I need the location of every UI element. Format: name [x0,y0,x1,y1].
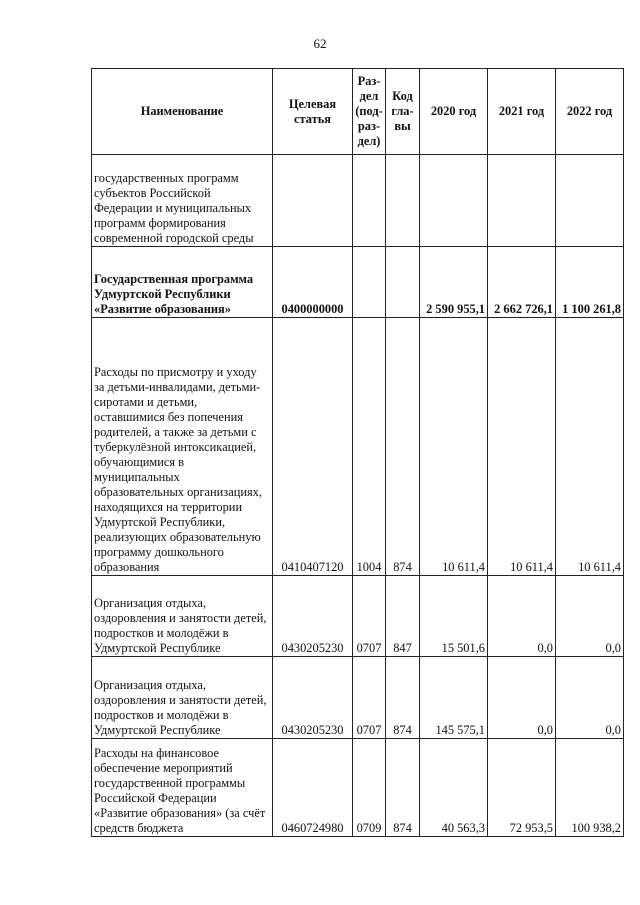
row-chapter: 874 [386,739,420,837]
page-number: 62 [313,36,327,51]
row-section: 0707 [353,576,386,657]
row-chapter: 874 [386,657,420,739]
row-2021 [488,155,556,247]
row-2022: 10 611,4 [556,318,624,576]
row-chapter [386,155,420,247]
row-name: Организация отдыха, оздоровления и занятости детей, подростков и молодёжи в Удмуртской Республике [92,657,273,739]
header-2020: 2020 год [420,69,488,155]
row-article: 0410407120 [273,318,353,576]
row-article: 0460724980 [273,739,353,837]
table-header-row [92,69,624,155]
header-2021: 2021 год [488,69,556,155]
row-2020: 40 563,3 [420,739,488,837]
row-2020: 10 611,4 [420,318,488,576]
row-2020: 2 590 955,1 [420,247,488,318]
row-name: государственных программ субъектов Российской Федерации и муниципальных программ формирования современной городской среды [92,155,273,247]
budget-table [91,68,624,837]
row-2020: 15 501,6 [420,576,488,657]
row-2021: 0,0 [488,576,556,657]
row-chapter: 874 [386,318,420,576]
row-2022: 1 100 261,8 [556,247,624,318]
row-2022 [556,155,624,247]
header-chapter: Код гла-вы [386,69,420,155]
row-name: Расходы по присмотру и уходу за детьми-инвалидами, детьми-сиротами и детьми, оставшимися без попечения родителей, а также за детьми с туберкулёзной интоксикацией, обучающимися в муниципальных образовательных организациях, находящихся на территории Удмуртской Республики, реализующих образовательную программу дошкольного образования [92,318,273,576]
header-2022: 2022 год [556,69,624,155]
header-section: Раз-дел (под-раз-дел) [353,69,386,155]
table-row [92,155,624,247]
row-section [353,155,386,247]
row-chapter: 847 [386,576,420,657]
row-chapter [386,247,420,318]
row-2021: 2 662 726,1 [488,247,556,318]
row-article: 0400000000 [273,247,353,318]
row-article: 0430205230 [273,657,353,739]
table-row [92,318,624,576]
row-2021: 72 953,5 [488,739,556,837]
row-article: 0430205230 [273,576,353,657]
row-section: 1004 [353,318,386,576]
row-section: 0709 [353,739,386,837]
row-2022: 0,0 [556,657,624,739]
row-2022: 100 938,2 [556,739,624,837]
row-section [353,247,386,318]
row-name: Расходы на финансовое обеспечение мероприятий государственной программы Российской Федерации «Развитие образования» (за счёт средств бюджета [92,739,273,837]
row-name: Организация отдыха, оздоровления и занятости детей, подростков и молодёжи в Удмуртской Республике [92,576,273,657]
header-name: Наименование [92,69,273,155]
table-row [92,576,624,657]
row-name: Государственная программа Удмуртской Республики «Развитие образования» [92,247,273,318]
row-2021: 0,0 [488,657,556,739]
row-2020 [420,155,488,247]
row-2021: 10 611,4 [488,318,556,576]
row-2020: 145 575,1 [420,657,488,739]
header-article: Целевая статья [273,69,353,155]
table-row [92,739,624,837]
table-row [92,247,624,318]
table-row [92,657,624,739]
row-article [273,155,353,247]
row-section: 0707 [353,657,386,739]
row-2022: 0,0 [556,576,624,657]
